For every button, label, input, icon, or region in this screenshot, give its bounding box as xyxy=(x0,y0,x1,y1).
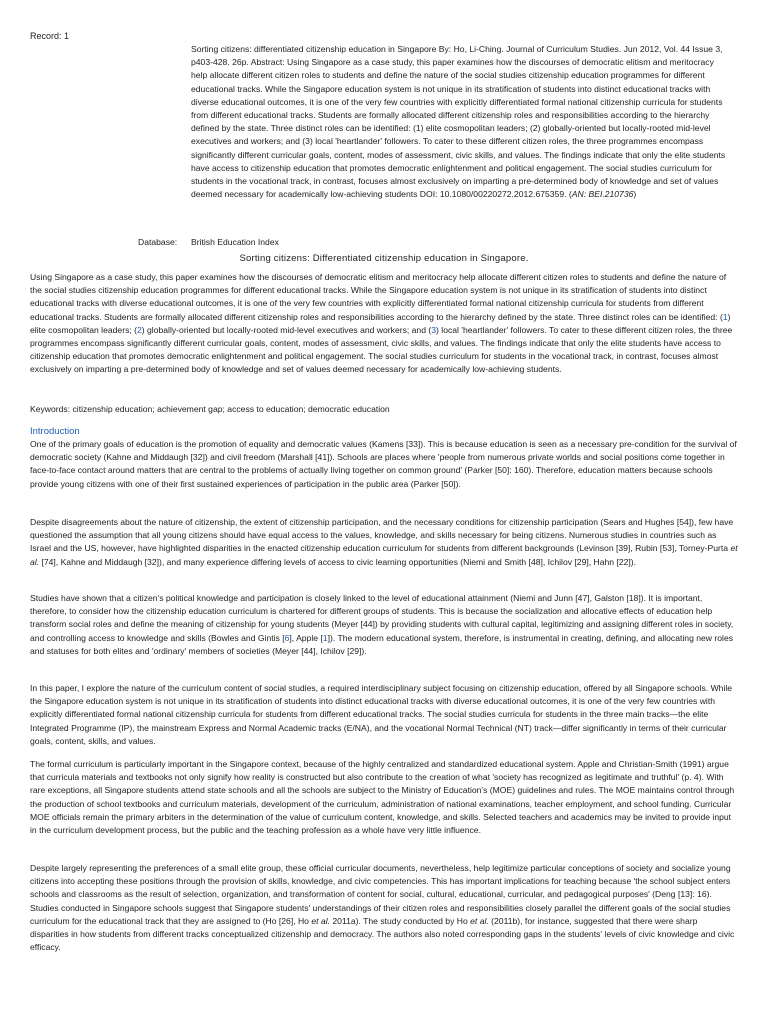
intro-text-2b: [74], Kahne and Middaugh [32]), and many experience differing levels of access to civic learning opportunities (Niemi and Smith [48], Ichilov [29], Hahn [22]). xyxy=(39,556,637,567)
intro-paragraph-2 xyxy=(30,516,738,569)
intro-text-2a: Despite disagreements about the nature of citizenship, the extent of citizenship participation, and the necessary conditions for citizenship participation (Sears and Hughes [54]), few have questioned the assumption that all young citizens should have equal access to the values, knowledge, and skills necessary for being citizens. Numerous studies in countries such as Israel and the US, however, have highlighted disparities in the enacted citizenship education curriculum for students from different backgrounds (Levinson [39], Rubin [53], Torney-Purta xyxy=(30,517,734,554)
article-title: Sorting citizens: Differentiated citizenship education in Singapore. xyxy=(239,253,529,264)
intro-text-5: The formal curriculum is particularly important in the Singapore context, because of the highly centralized and standardized educational system. Apple and Christian-Smith (1991) argue that curricula materials and textbooks not only signify how reality is constructed but also contribute to the creation of what 'society has recognized as legitimate and truthful' (p. 4). With rare exceptions, all Singapore students attend state schools and all the schools are subject to the Ministry of Education's (MOE) guidelines and rules. The MOE maintains control through the production of school textbooks and curriculum materials, development of the curriculum, administration of national examinations, teacher employment, and school funding. Curricular MOE officials remain the primary arbiters in the determination of the value of curriculum content, knowledge, and skills. Selected teachers and academics may be invited to provide input in the curriculum development process, but the public and the teaching profession as a whole have very little influence. xyxy=(30,759,735,836)
citation-block xyxy=(191,43,731,201)
et-al-1: et al. xyxy=(30,543,738,567)
database-value: British Education Index xyxy=(191,237,279,247)
ref-link-1[interactable]: 1 xyxy=(322,632,328,643)
database-row xyxy=(138,236,279,249)
abstract-text-2: ) elite cosmopolitan leaders; ( xyxy=(30,311,731,335)
intro-paragraph-4 xyxy=(30,682,738,748)
intro-text-1: One of the primary goals of education is the promotion of equality and democratic values (Kamens [33]). This is because education is seen as a necessary pre-condition for the survival of democratic society (Kahne and Middaugh [32]) and civil freedom (Marshall [41]). Schools are places where 'people from numerous private worlds and social positions come together in face-to-face contact around matters that are central to the problems of actually living together on common ground' (Parker [50]: 160). Therefore, education matters because schools provide young citizens with one of their first sustained experiences of participation in the public area (Parker [50]). xyxy=(30,439,737,489)
role-link-2[interactable]: 2 xyxy=(137,324,142,335)
abstract-text-1: Using Singapore as a case study, this paper examines how the discourses of democratic elitism and meritocracy help allocate different citizen roles to students and define the nature of the social studies citizenship education programmes for different educational tracks. While the Singapore education system is not unique in its stratification of students into distinct educational tracks with diverse educational outcomes, it is one of the very few countries with explicitly differentiated formal national citizenship curricula for students from different educational tracks. Students are formally allocated different citizenship roles and responsibilities according to the hierarchy defined by the state. Three distinct roles can be identified: ( xyxy=(30,272,727,322)
intro-text-6a: Despite largely representing the preferences of a small elite group, these official curricular documents, nevertheless, help legitimize particular conceptions of society and socialize young citizens into accepting these positions through the provision of skills, knowledge, and civic competencies. This has important implications for teaching because 'the school subject enters schools and classrooms as the result of selection, organization, and transformation of content for social, cultural, educational, curricular, and pedagogical purposes' (Deng [13]: 16). Studies conducted in Singapore schools suggest that Singapore students' understandings of their citizen roles and responsibilities closely parallel the different goals of the social studies curriculum for the educational track that they are assigned to (Ho [26], Ho xyxy=(30,863,731,926)
intro-text-3a: Studies have shown that a citizen's political knowledge and participation is closely linked to the level of educational attainment (Niemi and Junn [47], Galston [18]). It is important, therefore, to consider how the citizenship education curriculum is chartered for different groups of students. This is because the socialization and allocative effects of education help transform social roles and define the meaning of citizenship for young students (Meyer [44]) by providing students with cultural capital, legitimizing and assigning different roles in society, and controlling access to knowledge and skills (Bowles and Gintis [ xyxy=(30,593,734,643)
citation-tail: ) xyxy=(633,189,637,200)
intro-text-3b: ], Apple [ xyxy=(289,632,323,643)
intro-text-6b: 2011a). The study conducted by Ho xyxy=(330,915,471,926)
introduction-heading[interactable]: Introduction xyxy=(30,426,80,437)
ref-link-6[interactable]: 6 xyxy=(284,632,290,643)
intro-text-4: In this paper, I explore the nature of the curriculum content of social studies, a required interdisciplinary subject focusing on citizenship education, offered by all Singapore schools. While the Singapore education system is not unique in its stratification of students into distinct educational tracks with diverse educational outcomes, it is one of the very few countries with explicitly differentiated formal national citizenship curricula for students from different educational tracks. The social studies curricula for students in the three main tracks—the elite Integrated Programme (IP), the mainstream Express and Normal Academic tracks (E/NA), and the vocational Normal Technical (NT) track—differ significantly in terms of their curricular goals, content, skills, and values. xyxy=(30,683,733,746)
role-link-1[interactable]: 1 xyxy=(722,311,728,322)
database-label: Database: xyxy=(138,237,178,247)
abstract-text-3: ) globally-oriented but locally-rooted mid-level executives and workers; and ( xyxy=(141,324,432,335)
et-al-2: et al. xyxy=(311,915,330,926)
intro-paragraph-1 xyxy=(30,438,738,491)
intro-text-3c: ]). The modern educational system, therefore, is instrumental in creating, defining, and allocating new roles and statuses for both elites and 'ordinary' members of societies (Meyer [44], Ichilov [29]). xyxy=(30,632,734,656)
abstract-paragraph xyxy=(30,271,738,377)
abstract-text-4: ) local 'heartlander' followers. To cater to these different citizen roles, the three programmes encompass significantly different curricular goals, content, modes of assessment, civic skills, and values. The findings indicate that only the elite students have access to citizenship education that promotes democratic enlightenment and political engagement. The social studies curriculum for students in the vocational track, in contrast, focuses almost exclusively on imparting a pre-determined body of knowledge and set of values deemed necessary for academically low-achieving students. xyxy=(30,324,733,375)
intro-paragraph-6 xyxy=(30,862,738,954)
keywords: Keywords: citizenship education; achievement gap; access to education; democratic education xyxy=(30,404,390,414)
accession-number: AN: BEI.210736 xyxy=(571,189,634,200)
intro-text-6c: (2011b), for instance, suggested that there were sharp disparities in how students from different tracks conceptualized citizenship and democracy. The authors also noted corresponding gaps in the students' levels of civic knowledge and civic efficacy. xyxy=(30,915,735,953)
et-al-3: et al. xyxy=(470,915,489,926)
citation-text: Sorting citizens: differentiated citizenship education in Singapore By: Ho, Li-Ching. Journal of Curriculum Studies. Jun 2012, Vol. 44 Issue 3, p403-428. 26p. Abstract: Using Singapore as a case study, this paper examines how the discourses of democratic elitism and meritocracy help allocate different citizen roles to students and define the nature of the social studies citizenship education programmes for different educational tracks. While the Singapore education system is not unique in its stratification of students into distinct educational tracks with diverse educational outcomes, it is one of the very few countries with explicitly differentiated formal national citizenship curricula for students from different educational tracks. Students are formally allocated different citizenship roles and responsibilities according to the hierarchy defined by the state. Three distinct roles can be identified: (1) elite cosmopolitan leaders; (2) globally-oriented but locally-rooted mid-level executives and workers; and (3) local 'heartlander' followers. To cater to these different citizen roles, the three programmes encompass significantly different curricular goals, content, modes of assessment, civic skills, and values. The findings indicate that only the elite students have access to citizenship education that promotes democratic enlightenment and political engagement. The social studies curriculum for students in the vocational track, in contrast, focuses almost exclusively on imparting a pre-determined body of knowledge and set of values deemed necessary for academically low-achieving students DOI: 10.1080/00220272.2012.675359. ( xyxy=(191,44,726,200)
record-number: Record: 1 xyxy=(30,31,70,41)
intro-paragraph-5 xyxy=(30,758,738,837)
intro-paragraph-3 xyxy=(30,592,738,658)
role-link-3[interactable]: 3 xyxy=(431,324,437,335)
